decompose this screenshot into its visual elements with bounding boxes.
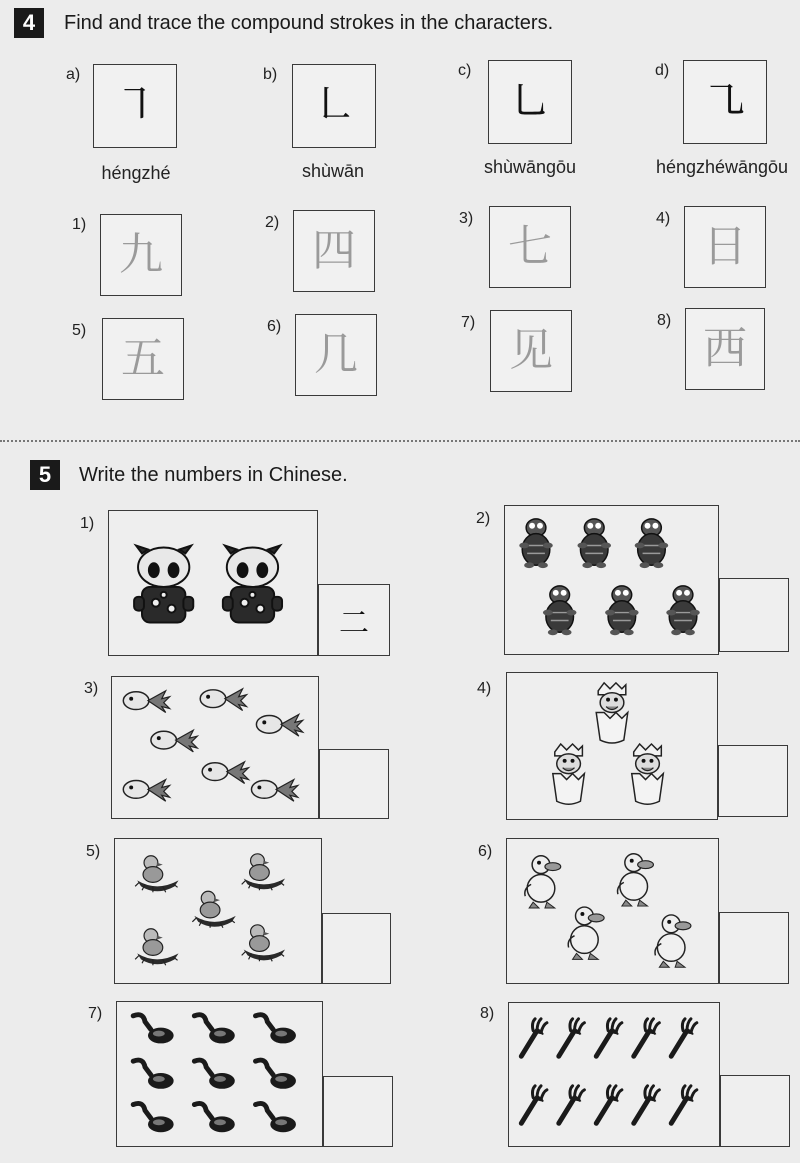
picture-box-5 xyxy=(114,838,322,984)
item-label-4: 4) xyxy=(477,680,492,697)
picture-box-8 xyxy=(508,1002,720,1147)
char-label-6: 6) xyxy=(267,318,282,335)
section-4-title: Find and trace the compound strokes in the characters. xyxy=(64,12,554,34)
char-box-2[interactable] xyxy=(293,210,375,292)
item-label-2: 2) xyxy=(476,510,491,527)
char-box-7[interactable] xyxy=(490,310,572,392)
char-label-7: 7) xyxy=(461,314,476,331)
fork-icon xyxy=(509,1003,719,1146)
stroke-pinyin-b: shùwān xyxy=(301,161,365,181)
char-5: 五 xyxy=(121,333,165,384)
duck-icon xyxy=(507,839,718,983)
char-1: 九 xyxy=(119,229,163,280)
char-label-8: 8) xyxy=(657,312,672,329)
cow-icon xyxy=(109,511,317,655)
answer-box-8[interactable] xyxy=(720,1075,790,1147)
answer-box-7[interactable] xyxy=(323,1076,393,1147)
stroke-pinyin-c: shùwāngōu xyxy=(483,157,577,177)
picture-box-4 xyxy=(506,672,718,820)
spoon-icon xyxy=(117,1002,322,1146)
char-3: 七 xyxy=(508,221,552,272)
stroke-glyph-b: ㇗ xyxy=(312,80,356,131)
item-label-6: 6) xyxy=(478,843,493,860)
char-box-8[interactable] xyxy=(685,308,765,390)
picture-box-3 xyxy=(111,676,319,819)
stroke-label-d: d) xyxy=(655,62,670,79)
char-box-6[interactable] xyxy=(295,314,377,396)
item-label-3: 3) xyxy=(84,680,99,697)
char-label-3: 3) xyxy=(459,210,474,227)
item-label-5: 5) xyxy=(86,843,101,860)
char-7: 见 xyxy=(509,325,553,376)
bird-nest-icon xyxy=(115,839,321,983)
stroke-glyph-c: ㇟ xyxy=(508,76,552,127)
picture-box-2 xyxy=(504,505,719,655)
answer-box-1[interactable]: 二 xyxy=(318,584,390,656)
char-label-5: 5) xyxy=(72,322,87,339)
answer-box-2[interactable] xyxy=(719,578,789,652)
hatching-chick-icon xyxy=(507,673,717,819)
char-box-4[interactable] xyxy=(684,206,766,288)
section-5-title: Write the numbers in Chinese. xyxy=(79,464,348,486)
char-6: 几 xyxy=(314,329,358,380)
fish-icon xyxy=(112,677,318,818)
stroke-glyph-a: ㇕ xyxy=(113,80,157,131)
picture-box-6 xyxy=(506,838,719,984)
char-box-5[interactable] xyxy=(102,318,184,400)
char-4: 日 xyxy=(703,221,747,272)
picture-box-7 xyxy=(116,1001,323,1147)
stroke-pinyin-a: héngzhé xyxy=(101,163,171,183)
answer-box-3[interactable] xyxy=(319,749,389,819)
char-8: 西 xyxy=(703,323,747,374)
stroke-box-c[interactable] xyxy=(488,60,572,144)
section-5-number: 5 xyxy=(30,460,60,490)
char-2: 四 xyxy=(312,225,356,276)
char-label-1: 1) xyxy=(72,216,87,233)
stroke-glyph-d: ㇈ xyxy=(703,76,747,127)
section-divider xyxy=(0,440,800,442)
turtle-icon xyxy=(505,506,718,654)
item-label-1: 1) xyxy=(80,515,95,532)
answer-box-6[interactable] xyxy=(719,912,789,984)
stroke-box-b[interactable] xyxy=(292,64,376,148)
stroke-label-a: a) xyxy=(66,66,81,83)
picture-box-1 xyxy=(108,510,318,656)
answer-box-4[interactable] xyxy=(718,745,788,817)
item-label-8: 8) xyxy=(480,1005,495,1022)
answer-box-5[interactable] xyxy=(322,913,391,984)
char-label-2: 2) xyxy=(265,214,280,231)
stroke-label-b: b) xyxy=(263,66,278,83)
stroke-pinyin-d: héngzhéwāngōu xyxy=(655,157,789,177)
stroke-box-d[interactable] xyxy=(683,60,767,144)
char-box-3[interactable] xyxy=(489,206,571,288)
stroke-label-c: c) xyxy=(458,62,472,79)
stroke-box-a[interactable] xyxy=(93,64,177,148)
section-4-number: 4 xyxy=(14,8,44,38)
char-box-1[interactable] xyxy=(100,214,182,296)
char-label-4: 4) xyxy=(656,210,671,227)
item-label-7: 7) xyxy=(88,1005,103,1022)
